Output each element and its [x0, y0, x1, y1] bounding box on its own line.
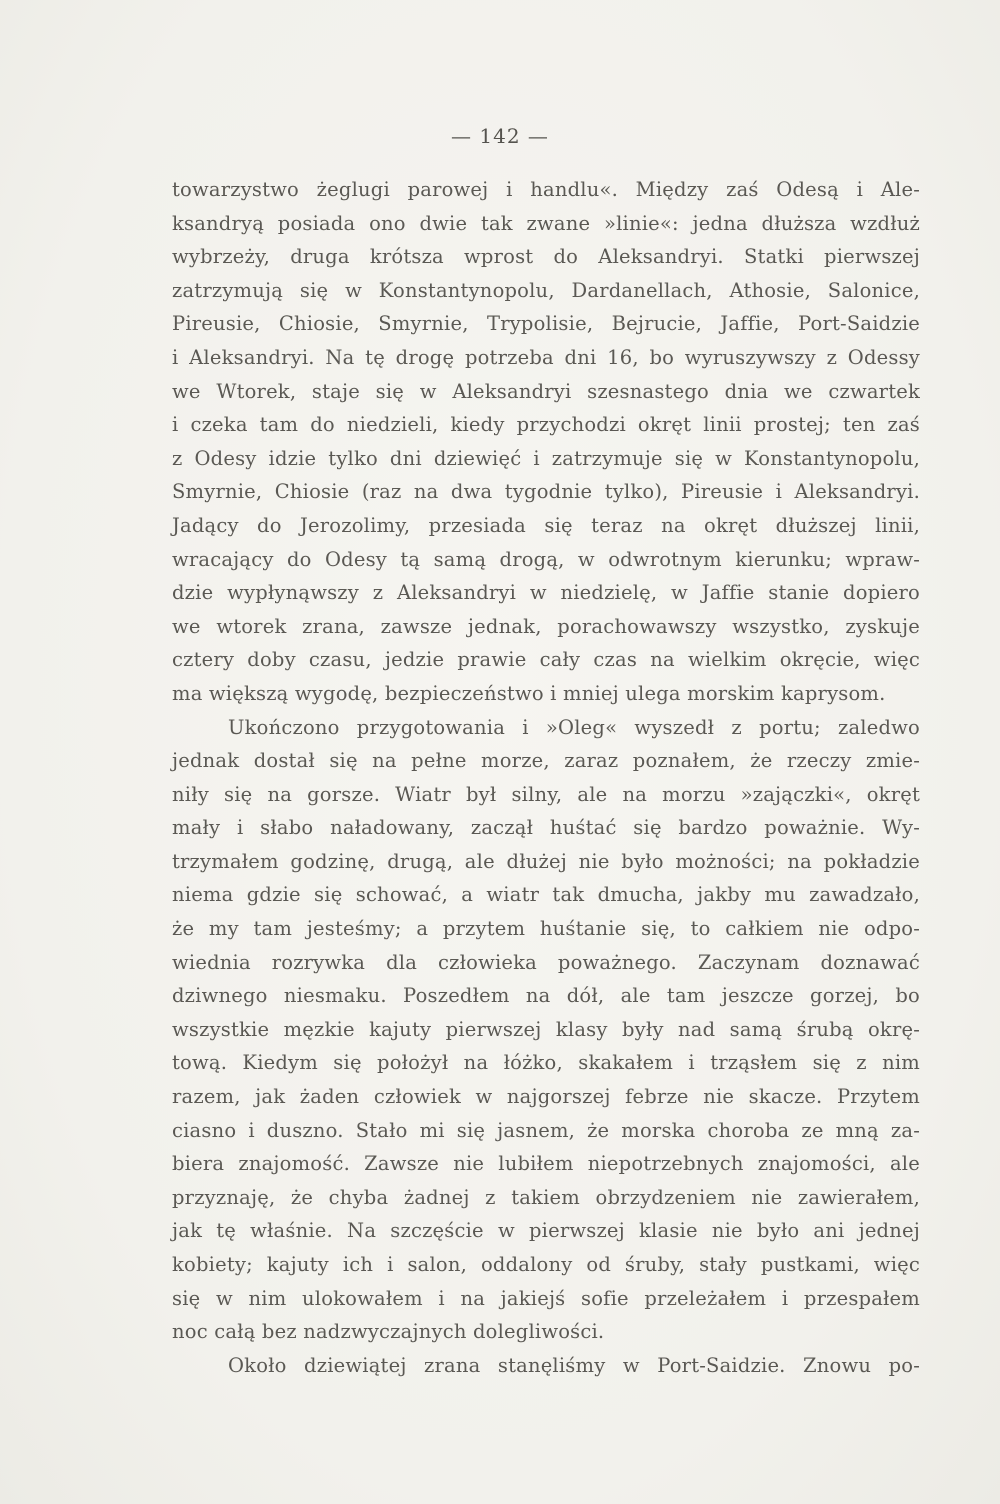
text-line: ma większą wygodę, bezpieczeństwo i mniej ulega morskim kaprysom. [172, 681, 886, 705]
text-line: wybrzeży, druga krótsza wprost do Aleksandryi. Statki pierwszej [172, 245, 920, 269]
text-line: wszystkie męzkie kajuty pierwszej klasy były nad samą śrubą okrę- [172, 1017, 920, 1041]
text-line: się w nim ulokowałem i na jakiejś sofie przeleżałem i przespałem [172, 1286, 920, 1310]
text-line: tową. Kiedym się położył na łóżko, skakałem i trząsłem się z nim [172, 1051, 920, 1075]
text-line: biera znajomość. Zawsze nie lubiłem niepotrzebnych znajomości, ale [172, 1152, 920, 1176]
text-line: wracający do Odesy tą samą drogą, w odwrotnym kierunku; wpraw- [172, 547, 920, 571]
text-line: Pireusie, Chiosie, Smyrnie, Trypolisie, Bejrucie, Jaffie, Port-Saidzie [172, 312, 920, 336]
text-line: kobiety; kajuty ich i salon, oddalony od śruby, stały pustkami, więc [172, 1253, 920, 1276]
text-line: że my tam jesteśmy; a przytem huśtanie się, to całkiem nie odpo- [172, 917, 920, 941]
text-line: przyznaję, że chyba żadnej z takiem obrzydzeniem nie zawierałem, [172, 1185, 920, 1209]
text-line: i czeka tam do niedzieli, kiedy przychodzi okręt linii prostej; ten zaś [172, 413, 920, 437]
text-line: zatrzymują się w Konstantynopolu, Dardanellach, Athosie, Salonice, [172, 278, 920, 302]
text-line: niły się na gorsze. Wiatr był silny, ale na morzu »zajączki«, okręt [172, 782, 920, 806]
page-number: — 142 — [451, 124, 549, 148]
text-line: dzie wypłynąwszy z Aleksandryi w niedzielę, w Jaffie stanie dopiero [172, 581, 920, 605]
text-line: dziwnego niesmaku. Poszedłem na dół, ale tam jeszcze gorzej, bo [172, 984, 920, 1008]
text-line: z Odesy idzie tylko dni dziewięć i zatrzymuje się w Konstantynopolu, [172, 446, 920, 470]
text-line: we Wtorek, staje się w Aleksandryi szesnastego dnia we czwartek [172, 379, 920, 403]
text-line: Ukończono przygotowania i »Oleg« wyszedł z portu; zaledwo [228, 715, 920, 739]
text-line: we wtorek zrana, zawsze jednak, porachowawszy wszystko, zyskuje [172, 614, 920, 638]
text-line: cztery doby czasu, jedzie prawie cały czas na wielkim okręcie, więc [172, 648, 920, 672]
text-line: ksandryą posiada ono dwie tak zwane »linie«: jedna dłuższa wzdłuż [172, 211, 920, 235]
text-line: jak tę właśnie. Na szczęście w pierwszej klasie nie było ani jednej [172, 1219, 920, 1243]
text-line: Jadący do Jerozolimy, przesiada się teraz na okręt dłuższej linii, [172, 513, 920, 537]
text-line: trzymałem godzinę, drugą, ale dłużej nie było możności; na pokładzie [172, 849, 920, 873]
text-line: Około dziewiątej zrana stanęliśmy w Port-Saidzie. Znowu po- [228, 1353, 920, 1377]
text-line: mały i słabo naładowany, zaczął huśtać się bardzo poważnie. Wy- [172, 816, 920, 840]
text-line: ciasno i duszno. Stało mi się jasnem, że morska choroba ze mną za- [172, 1118, 920, 1142]
text-line: noc całą bez nadzwyczajnych dolegliwości. [172, 1320, 605, 1344]
text-line: jednak dostał się na pełne morze, zaraz poznałem, że rzeczy zmie- [172, 749, 920, 773]
text-line: towarzystwo żeglugi parowej i handlu«. Między zaś Odesą i Ale- [172, 178, 920, 201]
text-line: i Aleksandryi. Na tę drogę potrzeba dni 16, bo wyruszywszy z Odessy [172, 345, 920, 369]
text-line: wiednia rozrywka dla człowieka poważnego. Zaczynam doznawać [172, 950, 920, 974]
text-line: Smyrnie, Chiosie (raz na dwa tygodnie tylko), Pireusie i Aleksandryi. [172, 480, 920, 504]
text-line: razem, jak żaden człowiek w najgorszej febrze nie skacze. Przytem [172, 1085, 920, 1109]
text-line: niema gdzie się schować, a wiatr tak dmucha, jakby mu zawadzało, [172, 883, 920, 907]
body-text [172, 173, 920, 1382]
